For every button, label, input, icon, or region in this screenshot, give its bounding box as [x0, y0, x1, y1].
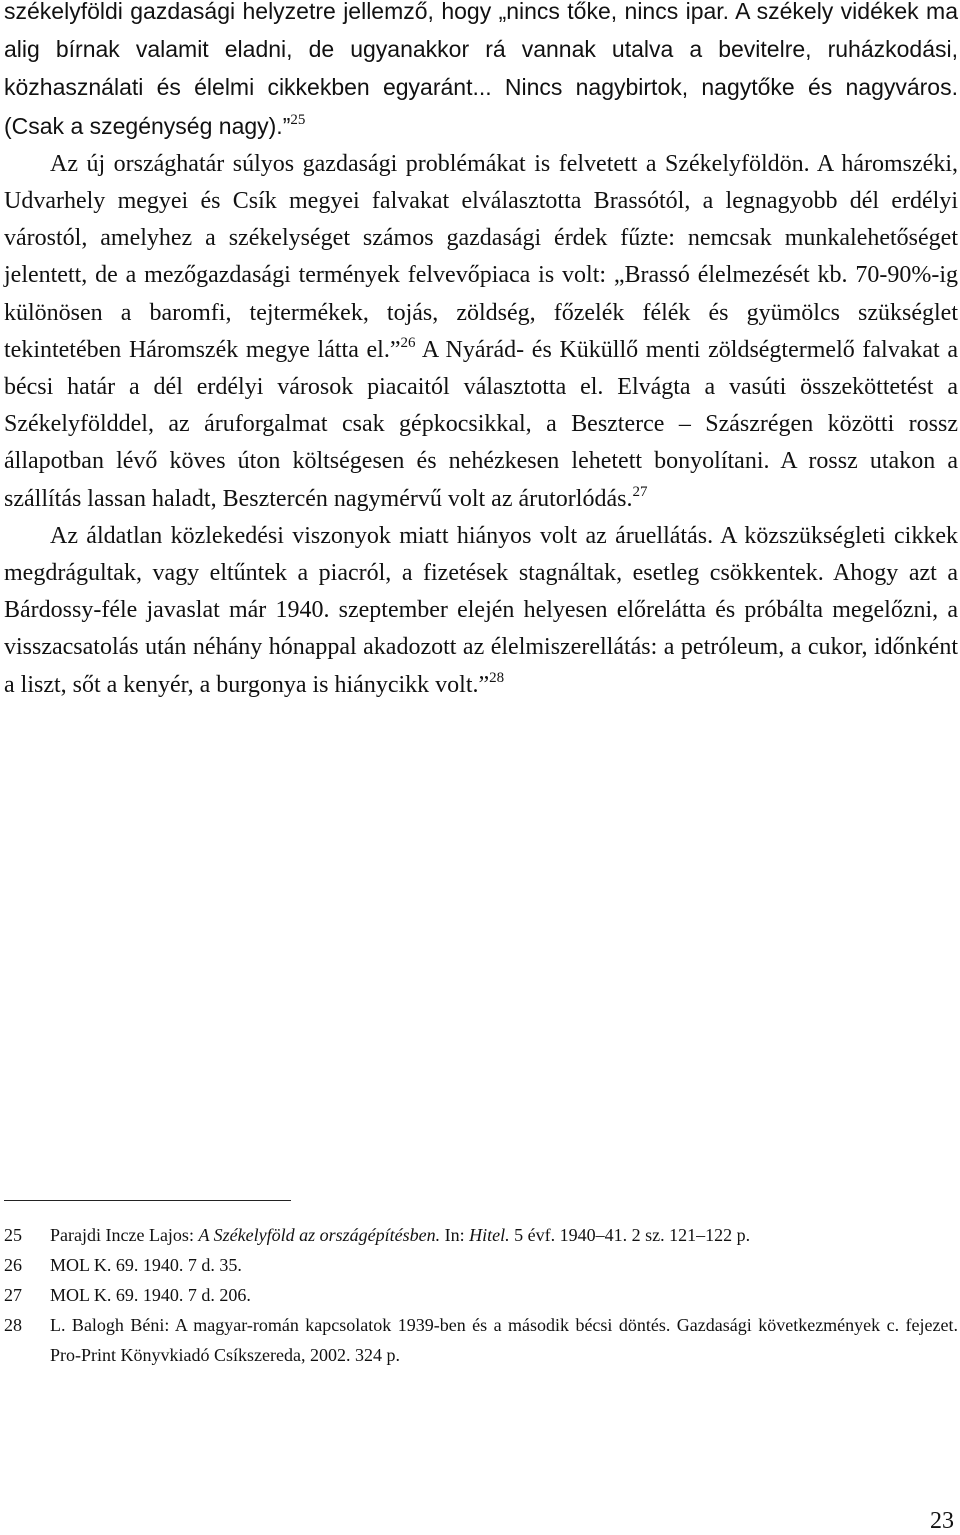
footnote-number: 28 — [4, 1315, 22, 1335]
footnote-title: A Székelyföld az országépítésben. — [198, 1225, 441, 1245]
footnote-ref-26[interactable]: 26 — [400, 334, 416, 351]
footnote-journal: Hitel. — [469, 1225, 510, 1245]
footnote-text: L. Balogh Béni: A magyar-román kapcsolatok 1939-ben és a második bécsi döntés. Gazdasági következmények c. fejezet. Pro-Print Könyvkiadó Csíkszereda, 2002. 324 p. — [50, 1315, 958, 1365]
footnote-27 — [4, 1280, 958, 1310]
footnote-ref-27[interactable]: 27 — [632, 483, 648, 500]
footnote-author: Parajdi Incze Lajos: — [50, 1225, 199, 1245]
footnote-text: MOL K. 69. 1940. 7 d. 35. — [50, 1255, 242, 1275]
footnote-text: MOL K. 69. 1940. 7 d. 206. — [50, 1285, 251, 1305]
footnote-26 — [4, 1250, 958, 1280]
footnote-number: 27 — [4, 1285, 22, 1305]
paragraph-1 — [4, 0, 958, 146]
footnote-number: 26 — [4, 1255, 22, 1275]
footnote-ref-28[interactable]: 28 — [489, 669, 505, 686]
footnote-25 — [4, 1220, 958, 1250]
paragraph-3-text: Az áldatlan közlekedési viszonyok miatt hiányos volt az áruellátás. A közszükségleti cikkek megdrágultak, vagy eltűntek a piacról, a fizetések stagnáltak, esetleg csökkentek. Ahogy azt a Bárdossy-féle javaslat már 1940. szeptember elején helyesen előrelátta és próbálta megelőzni, a visszacsatolás után néhány hónappal akadozott az élelmiszerellátás: a petróleum, a cukor, időnként a liszt, sőt a kenyér, a burgonya is hiánycikk volt.” — [4, 522, 958, 698]
footnotes — [4, 1220, 958, 1370]
footnote-ref-25[interactable]: 25 — [290, 111, 306, 128]
footnote-in: In: — [440, 1225, 470, 1245]
paragraph-2-part-b: A Nyárád- és Küküllő menti zöldségtermelő falvakat a bécsi határ a dél erdélyi városok piacaitól választotta el. Elvágta a vasúti összeköttetést a Székelyfölddel, az áruforgalmat csak gépkocsikkal, a Beszterce – Szászrégen közötti rossz állapotban lévő köves úton költségesen és nehézkesen lehetett bonyolítani. A rossz utakon a szállítás lassan haladt, Besztercén nagymérvű volt az árutorlódás. — [4, 336, 959, 512]
footnote-separator — [4, 1200, 291, 1201]
footnote-number: 25 — [4, 1225, 22, 1245]
footnote-28 — [4, 1310, 958, 1370]
paragraph-2 — [4, 146, 958, 518]
main-text — [4, 0, 958, 704]
footnote-text — [50, 1220, 958, 1250]
paragraph-2-part-a: Az új országhatár súlyos gazdasági problémákat is felvetett a Székelyföldön. A háromszéki, Udvarhely megyei és Csík megyei falvakat elválasztotta Brassótól, a legnagyobb dél erdélyi várostól, amelyhez a székelységet számos gazdasági érdek fűzte: nemcsak munkalehetőséget jelentett, de a mezőgazdasági termények felvevőpiaca is volt: „Brassó élelmezését kb. 70-90%-ig különösen a baromfi, tejtermékek, tojás, zöldség, főzelék félék és gyümölcs szükséglet tekintetében Háromszék megye látta el.” — [4, 150, 958, 363]
paragraph-3 — [4, 518, 958, 704]
footnote-details: 5 évf. 1940–41. 2 sz. 121–122 p. — [509, 1225, 751, 1245]
quote-continuation: székelyföldi gazdasági helyzetre jellemző, hogy „nincs tőke, nincs ipar. A székely vidékek ma alig bírnak valamit eladni, de ugyanakkor rá vannak utalva a bevitelre, ruházkodási, közhasználati és élelmi cikkekben egyaránt... Nincs nagybirtok, nagytőke és nagyváros. (Csak a szegénység nagy).” — [4, 0, 958, 139]
page-number: 23 — [930, 1508, 954, 1534]
